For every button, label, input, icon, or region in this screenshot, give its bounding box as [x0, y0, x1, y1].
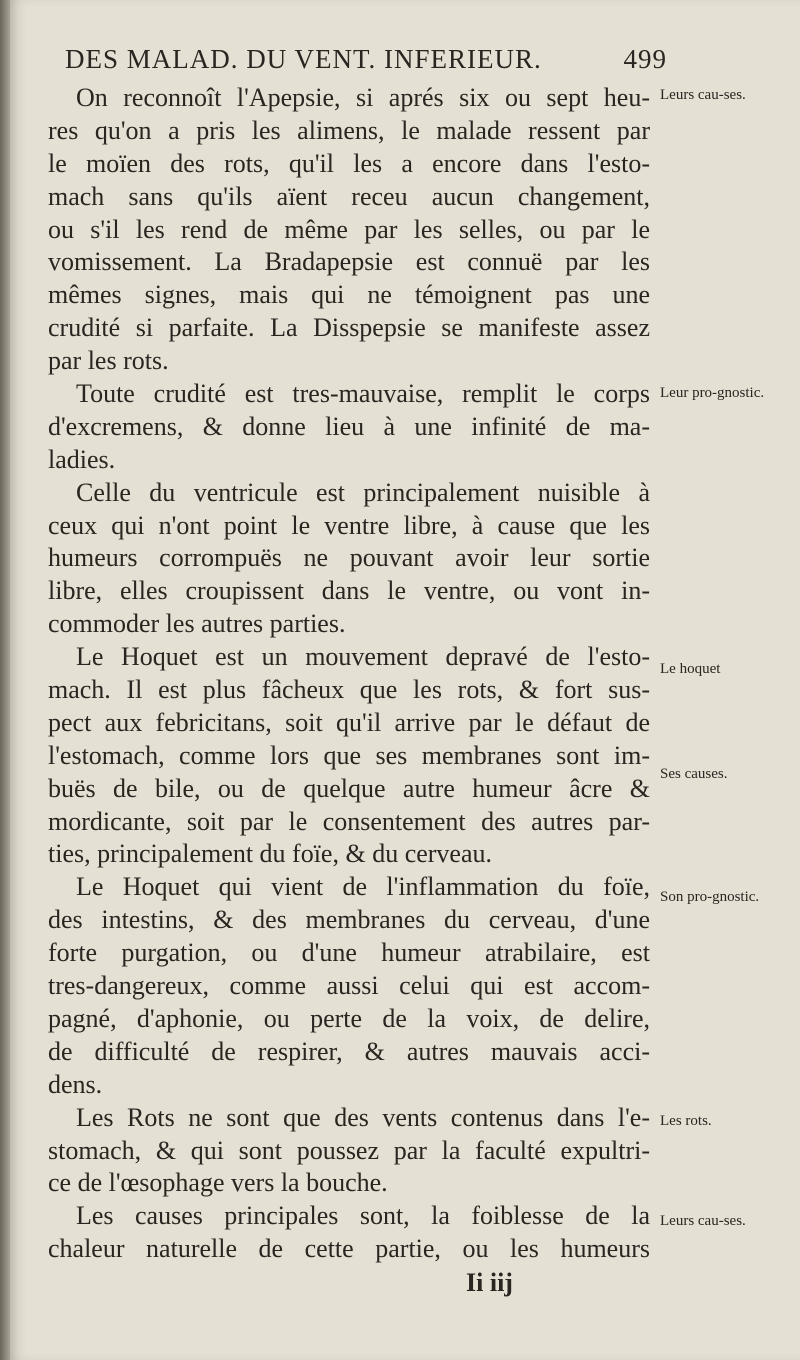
text-line: commoder les autres parties.	[48, 609, 346, 639]
text-line: pect aux febricitans, soit qu'il arrive par le défaut de	[48, 707, 650, 737]
margin-note: Son pro-gnostic.	[660, 889, 760, 905]
text-line: res qu'on a pris les alimens, le malade ressent par	[48, 115, 650, 145]
text-line: Les causes principales sont, la foiblesse de la	[76, 1201, 650, 1231]
text-line: Toute crudité est tres-mauvaise, remplit le corps	[76, 379, 650, 409]
text-line: des intestins, & des membranes du cerveau, d'une	[48, 905, 650, 935]
margin-note: Leurs cau-ses.	[660, 87, 746, 103]
margin-note: Le hoquet	[660, 661, 721, 677]
text-line: libre, elles croupissent dans le ventre, ou vont in-	[48, 576, 650, 606]
text-line: crudité si parfaite. La Disspepsie se manifeste assez	[48, 313, 650, 343]
text-line: ties, principalement du foïe, & du cerveau.	[48, 839, 493, 869]
text-line: stomach, & qui sont poussez par la faculté expultri-	[48, 1135, 650, 1165]
text-line: ce de l'œsophage vers la bouche.	[48, 1168, 388, 1198]
text-line: On reconnoît l'Apepsie, si aprés six ou sept heu-	[76, 83, 650, 112]
text-line: Le Hoquet est un mouvement depravé de l'esto-	[76, 642, 650, 672]
text-line: forte purgation, ou d'une humeur atrabilaire, est	[48, 938, 650, 968]
text-line: d'excremens, & donne lieu à une infinité de ma-	[48, 411, 650, 441]
text-line: mach sans qu'ils aïent receu aucun changement,	[48, 181, 650, 211]
margin-note: Ses causes.	[660, 766, 728, 782]
body-text	[48, 82, 650, 1266]
text-line: dens.	[48, 1069, 103, 1099]
text-line: l'estomach, comme lors que ses membranes sont im-	[48, 740, 650, 770]
text-line: pagné, d'aphonie, ou perte de la voix, de delire,	[48, 1003, 650, 1033]
text-line: vomissement. La Bradapepsie est connuë par les	[48, 247, 650, 277]
text-line: buës de bile, ou de quelque autre humeur âcre &	[48, 773, 650, 803]
text-line: ceux qui n'ont point le ventre libre, à cause que les	[48, 510, 650, 540]
margin-note: Leur pro-gnostic.	[660, 385, 765, 401]
margin-note: Les rots.	[660, 1113, 712, 1129]
text-line: Le Hoquet qui vient de l'inflammation du foïe,	[76, 872, 650, 902]
text-line: le moïen des rots, qu'il les a encore dans l'esto-	[48, 148, 650, 178]
margin-note: Leurs cau-ses.	[660, 1213, 746, 1229]
running-title: DES MALAD. DU VENT. INFERIEUR.	[65, 44, 542, 74]
text-line: chaleur naturelle de cette partie, ou les humeurs	[48, 1234, 650, 1264]
text-line: par les rots.	[48, 346, 169, 376]
page-number: 499	[623, 44, 667, 74]
text-line: de difficulté de respirer, & autres mauvais acci-	[48, 1036, 650, 1066]
text-line: tres-dangereux, comme aussi celui qui est accom-	[48, 971, 650, 1001]
text-line: mordicante, soit par le consentement des autres par-	[48, 806, 650, 836]
text-line: ladies.	[48, 444, 116, 474]
book-binding-edge	[0, 0, 10, 1360]
text-line: mach. Il est plus fâcheux que les rots, & fort sus-	[48, 675, 650, 705]
signature-mark: Ii iij	[466, 1268, 513, 1297]
text-line: Celle du ventricule est principalement nuisible à	[76, 477, 650, 507]
text-line: ou s'il les rend de même par les selles, ou par le	[48, 214, 650, 244]
text-line: mêmes signes, mais qui ne témoignent pas une	[48, 280, 650, 310]
text-line: Les Rots ne sont que des vents contenus dans l'e-	[76, 1102, 650, 1132]
running-header	[65, 44, 665, 75]
text-line: humeurs corrompuës ne pouvant avoir leur sortie	[48, 543, 650, 573]
